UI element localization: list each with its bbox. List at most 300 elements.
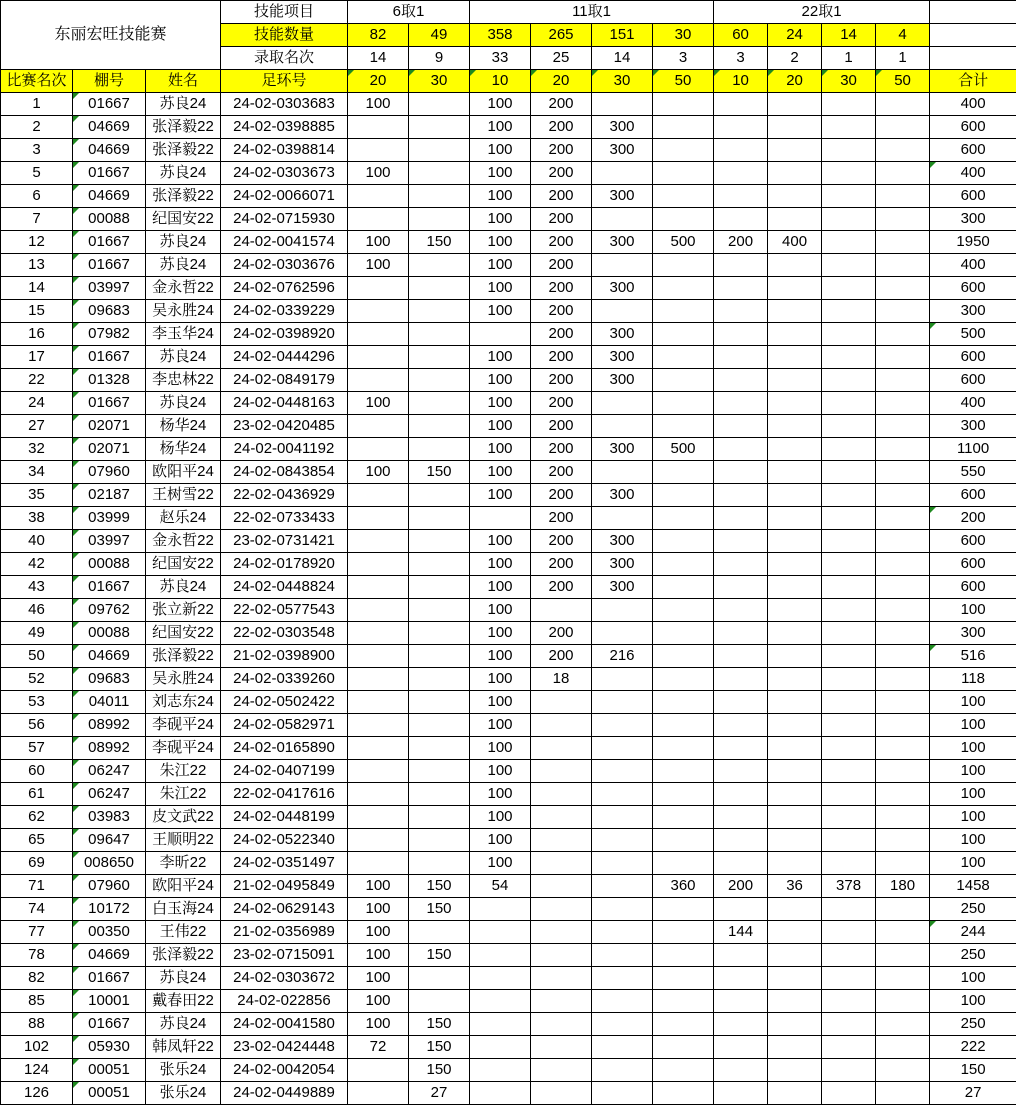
cell-score[interactable]: [653, 254, 714, 277]
cell-score[interactable]: [592, 1036, 653, 1059]
cell-name[interactable]: 王伟22: [146, 921, 221, 944]
cell-score[interactable]: [348, 714, 409, 737]
cell-score[interactable]: [653, 852, 714, 875]
cell-score[interactable]: [876, 162, 930, 185]
cell-score[interactable]: [348, 530, 409, 553]
cell-score[interactable]: 100: [470, 346, 531, 369]
cell-name[interactable]: 苏良24: [146, 254, 221, 277]
cell-name[interactable]: 杨华24: [146, 415, 221, 438]
cell-coop-number[interactable]: 00088: [73, 208, 146, 231]
cell-total[interactable]: 600: [930, 116, 1016, 139]
cell-ring-number[interactable]: 24-02-0502422: [221, 691, 348, 714]
column-header-score[interactable]: 30: [592, 70, 653, 93]
cell-total[interactable]: 600: [930, 369, 1016, 392]
cell-score[interactable]: [768, 737, 822, 760]
cell-score[interactable]: [348, 277, 409, 300]
cell-score[interactable]: [409, 438, 470, 461]
cell-score[interactable]: [876, 622, 930, 645]
cell-ring-number[interactable]: 24-02-0303673: [221, 162, 348, 185]
cell-total[interactable]: 300: [930, 622, 1016, 645]
cell-score[interactable]: 200: [531, 208, 592, 231]
cell-score[interactable]: [470, 967, 531, 990]
cell-score[interactable]: 200: [531, 645, 592, 668]
cell-ring-number[interactable]: 24-02-0303672: [221, 967, 348, 990]
cell-name[interactable]: 金永哲22: [146, 277, 221, 300]
cell-score[interactable]: [822, 162, 876, 185]
cell-score[interactable]: 500: [653, 231, 714, 254]
cell-score[interactable]: 200: [531, 162, 592, 185]
cell-score[interactable]: [714, 1059, 768, 1082]
cell-score[interactable]: [592, 254, 653, 277]
cell-rank[interactable]: 102: [1, 1036, 73, 1059]
cell-score[interactable]: [822, 921, 876, 944]
cell-score[interactable]: [768, 438, 822, 461]
cell-score[interactable]: 36: [768, 875, 822, 898]
cell-name[interactable]: 李砚平24: [146, 714, 221, 737]
cell-score[interactable]: [592, 415, 653, 438]
cell-score[interactable]: [876, 783, 930, 806]
cell-score[interactable]: 100: [470, 139, 531, 162]
cell-score[interactable]: [592, 760, 653, 783]
cell-ring-number[interactable]: 24-02-0843854: [221, 461, 348, 484]
cell-score[interactable]: [409, 208, 470, 231]
cell-score[interactable]: [714, 829, 768, 852]
cell-rank[interactable]: 69: [1, 852, 73, 875]
cell-score[interactable]: [409, 760, 470, 783]
cell-ring-number[interactable]: 24-02-0041580: [221, 1013, 348, 1036]
rank-quota-cell[interactable]: 1: [822, 47, 876, 70]
cell-score[interactable]: [768, 852, 822, 875]
cell-score[interactable]: 150: [409, 875, 470, 898]
cell-score[interactable]: [653, 599, 714, 622]
cell-score[interactable]: [876, 93, 930, 116]
cell-score[interactable]: 100: [470, 829, 531, 852]
cell-coop-number[interactable]: 07960: [73, 875, 146, 898]
cell-ring-number[interactable]: 21-02-0495849: [221, 875, 348, 898]
cell-ring-number[interactable]: 21-02-0356989: [221, 921, 348, 944]
cell-score[interactable]: [768, 277, 822, 300]
cell-score[interactable]: [348, 116, 409, 139]
cell-score[interactable]: [531, 1013, 592, 1036]
cell-name[interactable]: 苏良24: [146, 967, 221, 990]
cell-score[interactable]: 100: [470, 415, 531, 438]
cell-rank[interactable]: 62: [1, 806, 73, 829]
cell-score[interactable]: [409, 829, 470, 852]
column-header-score[interactable]: 10: [714, 70, 768, 93]
header-skill-item[interactable]: 技能项目: [221, 1, 348, 24]
cell-score[interactable]: [714, 944, 768, 967]
cell-score[interactable]: [876, 208, 930, 231]
cell-ring-number[interactable]: 23-02-0424448: [221, 1036, 348, 1059]
cell-score[interactable]: 100: [348, 461, 409, 484]
cell-score[interactable]: [531, 921, 592, 944]
cell-score[interactable]: [768, 185, 822, 208]
cell-coop-number[interactable]: 07960: [73, 461, 146, 484]
cell-rank[interactable]: 77: [1, 921, 73, 944]
cell-score[interactable]: [531, 1059, 592, 1082]
cell-rank[interactable]: 88: [1, 1013, 73, 1036]
cell-coop-number[interactable]: 03983: [73, 806, 146, 829]
cell-score[interactable]: [876, 760, 930, 783]
cell-score[interactable]: [768, 369, 822, 392]
cell-total[interactable]: 100: [930, 691, 1016, 714]
cell-ring-number[interactable]: 24-02-0449889: [221, 1082, 348, 1105]
cell-ring-number[interactable]: 24-02-0849179: [221, 369, 348, 392]
cell-ring-number[interactable]: 24-02-0448824: [221, 576, 348, 599]
rank-quota-cell[interactable]: 9: [409, 47, 470, 70]
cell-score[interactable]: [768, 139, 822, 162]
rank-quota-cell[interactable]: 1: [876, 47, 930, 70]
cell-score[interactable]: [531, 967, 592, 990]
cell-name[interactable]: 李玉华24: [146, 323, 221, 346]
cell-score[interactable]: [592, 829, 653, 852]
cell-score[interactable]: [409, 852, 470, 875]
cell-score[interactable]: [531, 1082, 592, 1105]
cell-rank[interactable]: 71: [1, 875, 73, 898]
cell-total[interactable]: 1100: [930, 438, 1016, 461]
cell-rank[interactable]: 34: [1, 461, 73, 484]
cell-score[interactable]: 100: [348, 231, 409, 254]
cell-score[interactable]: [531, 829, 592, 852]
column-header-total[interactable]: 合计: [930, 70, 1016, 93]
cell-coop-number[interactable]: 01667: [73, 1013, 146, 1036]
cell-score[interactable]: [409, 507, 470, 530]
cell-score[interactable]: [768, 1036, 822, 1059]
cell-score[interactable]: 100: [470, 599, 531, 622]
cell-score[interactable]: [714, 1082, 768, 1105]
cell-name[interactable]: 李忠林22: [146, 369, 221, 392]
cell-total[interactable]: 100: [930, 760, 1016, 783]
cell-score[interactable]: [822, 1059, 876, 1082]
cell-score[interactable]: [531, 875, 592, 898]
cell-rank[interactable]: 57: [1, 737, 73, 760]
cell-score[interactable]: 100: [470, 185, 531, 208]
cell-score[interactable]: [470, 944, 531, 967]
cell-coop-number[interactable]: 01667: [73, 967, 146, 990]
cell-score[interactable]: [876, 944, 930, 967]
cell-score[interactable]: [876, 921, 930, 944]
cell-score[interactable]: [348, 346, 409, 369]
cell-ring-number[interactable]: 24-02-0351497: [221, 852, 348, 875]
cell-score[interactable]: [822, 691, 876, 714]
cell-total[interactable]: 600: [930, 346, 1016, 369]
cell-score[interactable]: [876, 346, 930, 369]
cell-score[interactable]: [822, 530, 876, 553]
cell-name[interactable]: 金永哲22: [146, 530, 221, 553]
cell-score[interactable]: 300: [592, 553, 653, 576]
cell-score[interactable]: 100: [470, 369, 531, 392]
cell-coop-number[interactable]: 03997: [73, 530, 146, 553]
cell-score[interactable]: [348, 507, 409, 530]
cell-score[interactable]: [714, 990, 768, 1013]
cell-total[interactable]: 600: [930, 530, 1016, 553]
cell-score[interactable]: [714, 507, 768, 530]
cell-score[interactable]: [653, 576, 714, 599]
cell-score[interactable]: [714, 162, 768, 185]
cell-total[interactable]: 244: [930, 921, 1016, 944]
skill-count-cell[interactable]: 265: [531, 24, 592, 47]
cell-score[interactable]: 100: [470, 231, 531, 254]
column-header-ring[interactable]: 足环号: [221, 70, 348, 93]
cell-score[interactable]: 150: [409, 231, 470, 254]
cell-score[interactable]: [714, 691, 768, 714]
cell-score[interactable]: [768, 162, 822, 185]
cell-score[interactable]: 300: [592, 576, 653, 599]
cell-score[interactable]: [822, 300, 876, 323]
cell-score[interactable]: [653, 346, 714, 369]
cell-score[interactable]: [592, 300, 653, 323]
cell-score[interactable]: [592, 714, 653, 737]
cell-score[interactable]: 300: [592, 185, 653, 208]
cell-score[interactable]: 200: [531, 530, 592, 553]
cell-score[interactable]: 100: [470, 438, 531, 461]
skill-count-cell[interactable]: 14: [822, 24, 876, 47]
cell-name[interactable]: 张乐24: [146, 1082, 221, 1105]
cell-score[interactable]: [348, 783, 409, 806]
cell-name[interactable]: 苏良24: [146, 1013, 221, 1036]
cell-score[interactable]: [876, 1082, 930, 1105]
cell-score[interactable]: [768, 898, 822, 921]
cell-score[interactable]: [822, 346, 876, 369]
cell-score[interactable]: [470, 323, 531, 346]
cell-score[interactable]: [768, 576, 822, 599]
cell-score[interactable]: [822, 668, 876, 691]
column-header-score[interactable]: 30: [822, 70, 876, 93]
cell-score[interactable]: [592, 208, 653, 231]
cell-score[interactable]: [531, 806, 592, 829]
cell-score[interactable]: [822, 1036, 876, 1059]
cell-score[interactable]: [876, 139, 930, 162]
cell-score[interactable]: [768, 323, 822, 346]
cell-score[interactable]: 100: [348, 967, 409, 990]
cell-score[interactable]: [822, 116, 876, 139]
cell-name[interactable]: 朱江22: [146, 760, 221, 783]
cell-score[interactable]: 100: [348, 875, 409, 898]
cell-name[interactable]: 张泽毅22: [146, 185, 221, 208]
cell-score[interactable]: 100: [470, 806, 531, 829]
cell-score[interactable]: [592, 783, 653, 806]
cell-score[interactable]: [470, 1036, 531, 1059]
cell-score[interactable]: 100: [470, 93, 531, 116]
cell-score[interactable]: [714, 392, 768, 415]
cell-score[interactable]: [348, 139, 409, 162]
cell-score[interactable]: 300: [592, 116, 653, 139]
cell-rank[interactable]: 7: [1, 208, 73, 231]
cell-score[interactable]: 150: [409, 1059, 470, 1082]
cell-score[interactable]: [653, 691, 714, 714]
cell-ring-number[interactable]: 24-02-0715930: [221, 208, 348, 231]
cell-score[interactable]: [409, 185, 470, 208]
cell-score[interactable]: [822, 599, 876, 622]
cell-name[interactable]: 王顺明22: [146, 829, 221, 852]
column-header-score[interactable]: 10: [470, 70, 531, 93]
cell-total[interactable]: 27: [930, 1082, 1016, 1105]
cell-total[interactable]: 600: [930, 484, 1016, 507]
cell-score[interactable]: 300: [592, 277, 653, 300]
cell-total[interactable]: 600: [930, 139, 1016, 162]
cell-score[interactable]: [768, 714, 822, 737]
cell-score[interactable]: [409, 553, 470, 576]
cell-score[interactable]: 100: [470, 277, 531, 300]
cell-score[interactable]: 200: [531, 116, 592, 139]
cell-coop-number[interactable]: 01667: [73, 231, 146, 254]
cell-name[interactable]: 张泽毅22: [146, 116, 221, 139]
cell-score[interactable]: 27: [409, 1082, 470, 1105]
cell-ring-number[interactable]: 24-02-0629143: [221, 898, 348, 921]
cell-score[interactable]: 100: [470, 484, 531, 507]
cell-score[interactable]: [714, 530, 768, 553]
cell-score[interactable]: [768, 921, 822, 944]
cell-score[interactable]: [409, 484, 470, 507]
cell-score[interactable]: 100: [470, 783, 531, 806]
cell-rank[interactable]: 56: [1, 714, 73, 737]
column-header-score[interactable]: 50: [876, 70, 930, 93]
cell-score[interactable]: [348, 300, 409, 323]
cell-score[interactable]: [822, 737, 876, 760]
cell-score[interactable]: [409, 806, 470, 829]
cell-score[interactable]: [768, 507, 822, 530]
cell-score[interactable]: [876, 507, 930, 530]
cell-score[interactable]: [768, 1082, 822, 1105]
cell-score[interactable]: [592, 921, 653, 944]
cell-score[interactable]: [470, 507, 531, 530]
skill-count-cell[interactable]: 4: [876, 24, 930, 47]
cell-score[interactable]: [409, 93, 470, 116]
cell-score[interactable]: [822, 185, 876, 208]
cell-ring-number[interactable]: 22-02-0303548: [221, 622, 348, 645]
cell-score[interactable]: [822, 553, 876, 576]
cell-name[interactable]: 韩凤轩22: [146, 1036, 221, 1059]
cell-score[interactable]: [592, 392, 653, 415]
cell-total[interactable]: 250: [930, 898, 1016, 921]
cell-score[interactable]: [592, 599, 653, 622]
cell-total[interactable]: 400: [930, 93, 1016, 116]
cell-score[interactable]: 100: [348, 392, 409, 415]
column-header-score[interactable]: 20: [348, 70, 409, 93]
cell-score[interactable]: 200: [531, 139, 592, 162]
cell-ring-number[interactable]: 24-02-0041574: [221, 231, 348, 254]
cell-score[interactable]: [409, 967, 470, 990]
cell-score[interactable]: [348, 829, 409, 852]
cell-score[interactable]: [531, 737, 592, 760]
cell-name[interactable]: 欧阳平24: [146, 461, 221, 484]
cell-score[interactable]: [822, 139, 876, 162]
cell-score[interactable]: [714, 208, 768, 231]
cell-name[interactable]: 苏良24: [146, 392, 221, 415]
cell-score[interactable]: [470, 1059, 531, 1082]
cell-rank[interactable]: 38: [1, 507, 73, 530]
cell-total[interactable]: 550: [930, 461, 1016, 484]
cell-coop-number[interactable]: 01667: [73, 576, 146, 599]
cell-score[interactable]: [822, 806, 876, 829]
cell-score[interactable]: [409, 921, 470, 944]
cell-name[interactable]: 王树雪22: [146, 484, 221, 507]
cell-score[interactable]: 200: [531, 438, 592, 461]
cell-name[interactable]: 欧阳平24: [146, 875, 221, 898]
cell-rank[interactable]: 50: [1, 645, 73, 668]
cell-rank[interactable]: 17: [1, 346, 73, 369]
cell-score[interactable]: 100: [470, 714, 531, 737]
cell-score[interactable]: [876, 438, 930, 461]
cell-score[interactable]: [653, 185, 714, 208]
cell-score[interactable]: [876, 553, 930, 576]
cell-score[interactable]: [348, 323, 409, 346]
cell-score[interactable]: [876, 1036, 930, 1059]
cell-score[interactable]: [768, 208, 822, 231]
cell-score[interactable]: 100: [470, 852, 531, 875]
cell-score[interactable]: [653, 392, 714, 415]
cell-coop-number[interactable]: 09762: [73, 599, 146, 622]
cell-score[interactable]: [653, 1013, 714, 1036]
cell-score[interactable]: 100: [470, 116, 531, 139]
cell-score[interactable]: [592, 737, 653, 760]
cell-score[interactable]: [876, 668, 930, 691]
cell-score[interactable]: [592, 852, 653, 875]
cell-score[interactable]: 100: [470, 645, 531, 668]
cell-score[interactable]: [714, 760, 768, 783]
cell-ring-number[interactable]: 24-02-0041192: [221, 438, 348, 461]
cell-score[interactable]: [822, 461, 876, 484]
cell-coop-number[interactable]: 00051: [73, 1059, 146, 1082]
cell-score[interactable]: [714, 668, 768, 691]
cell-score[interactable]: 300: [592, 369, 653, 392]
cell-score[interactable]: [768, 300, 822, 323]
cell-score[interactable]: [768, 461, 822, 484]
cell-score[interactable]: [822, 415, 876, 438]
cell-score[interactable]: [822, 645, 876, 668]
cell-ring-number[interactable]: 24-02-0303683: [221, 93, 348, 116]
cell-name[interactable]: 苏良24: [146, 231, 221, 254]
cell-score[interactable]: [876, 415, 930, 438]
cell-score[interactable]: [409, 277, 470, 300]
cell-score[interactable]: [714, 737, 768, 760]
cell-score[interactable]: 200: [531, 553, 592, 576]
cell-total[interactable]: 500: [930, 323, 1016, 346]
cell-score[interactable]: 200: [531, 415, 592, 438]
cell-ring-number[interactable]: 24-02-0762596: [221, 277, 348, 300]
cell-score[interactable]: [653, 1036, 714, 1059]
cell-name[interactable]: 吴永胜24: [146, 668, 221, 691]
cell-name[interactable]: 朱江22: [146, 783, 221, 806]
cell-score[interactable]: [348, 208, 409, 231]
cell-score[interactable]: [876, 990, 930, 1013]
cell-total[interactable]: 222: [930, 1036, 1016, 1059]
cell-score[interactable]: [409, 783, 470, 806]
cell-score[interactable]: [714, 277, 768, 300]
cell-coop-number[interactable]: 04669: [73, 139, 146, 162]
cell-score[interactable]: [348, 645, 409, 668]
cell-coop-number[interactable]: 04011: [73, 691, 146, 714]
column-header-rank[interactable]: 比赛名次: [1, 70, 73, 93]
cell-score[interactable]: [714, 1036, 768, 1059]
cell-rank[interactable]: 16: [1, 323, 73, 346]
cell-score[interactable]: 150: [409, 944, 470, 967]
cell-score[interactable]: [822, 829, 876, 852]
cell-score[interactable]: [409, 691, 470, 714]
header-group-22of1[interactable]: 22取1: [714, 1, 930, 24]
cell-score[interactable]: [653, 783, 714, 806]
cell-score[interactable]: [653, 162, 714, 185]
cell-ring-number[interactable]: 24-02-0448199: [221, 806, 348, 829]
cell-coop-number[interactable]: 02071: [73, 438, 146, 461]
cell-score[interactable]: [409, 139, 470, 162]
cell-score[interactable]: [592, 507, 653, 530]
cell-score[interactable]: [822, 576, 876, 599]
cell-score[interactable]: [876, 323, 930, 346]
cell-score[interactable]: [714, 898, 768, 921]
cell-score[interactable]: [470, 898, 531, 921]
cell-score[interactable]: 100: [470, 760, 531, 783]
